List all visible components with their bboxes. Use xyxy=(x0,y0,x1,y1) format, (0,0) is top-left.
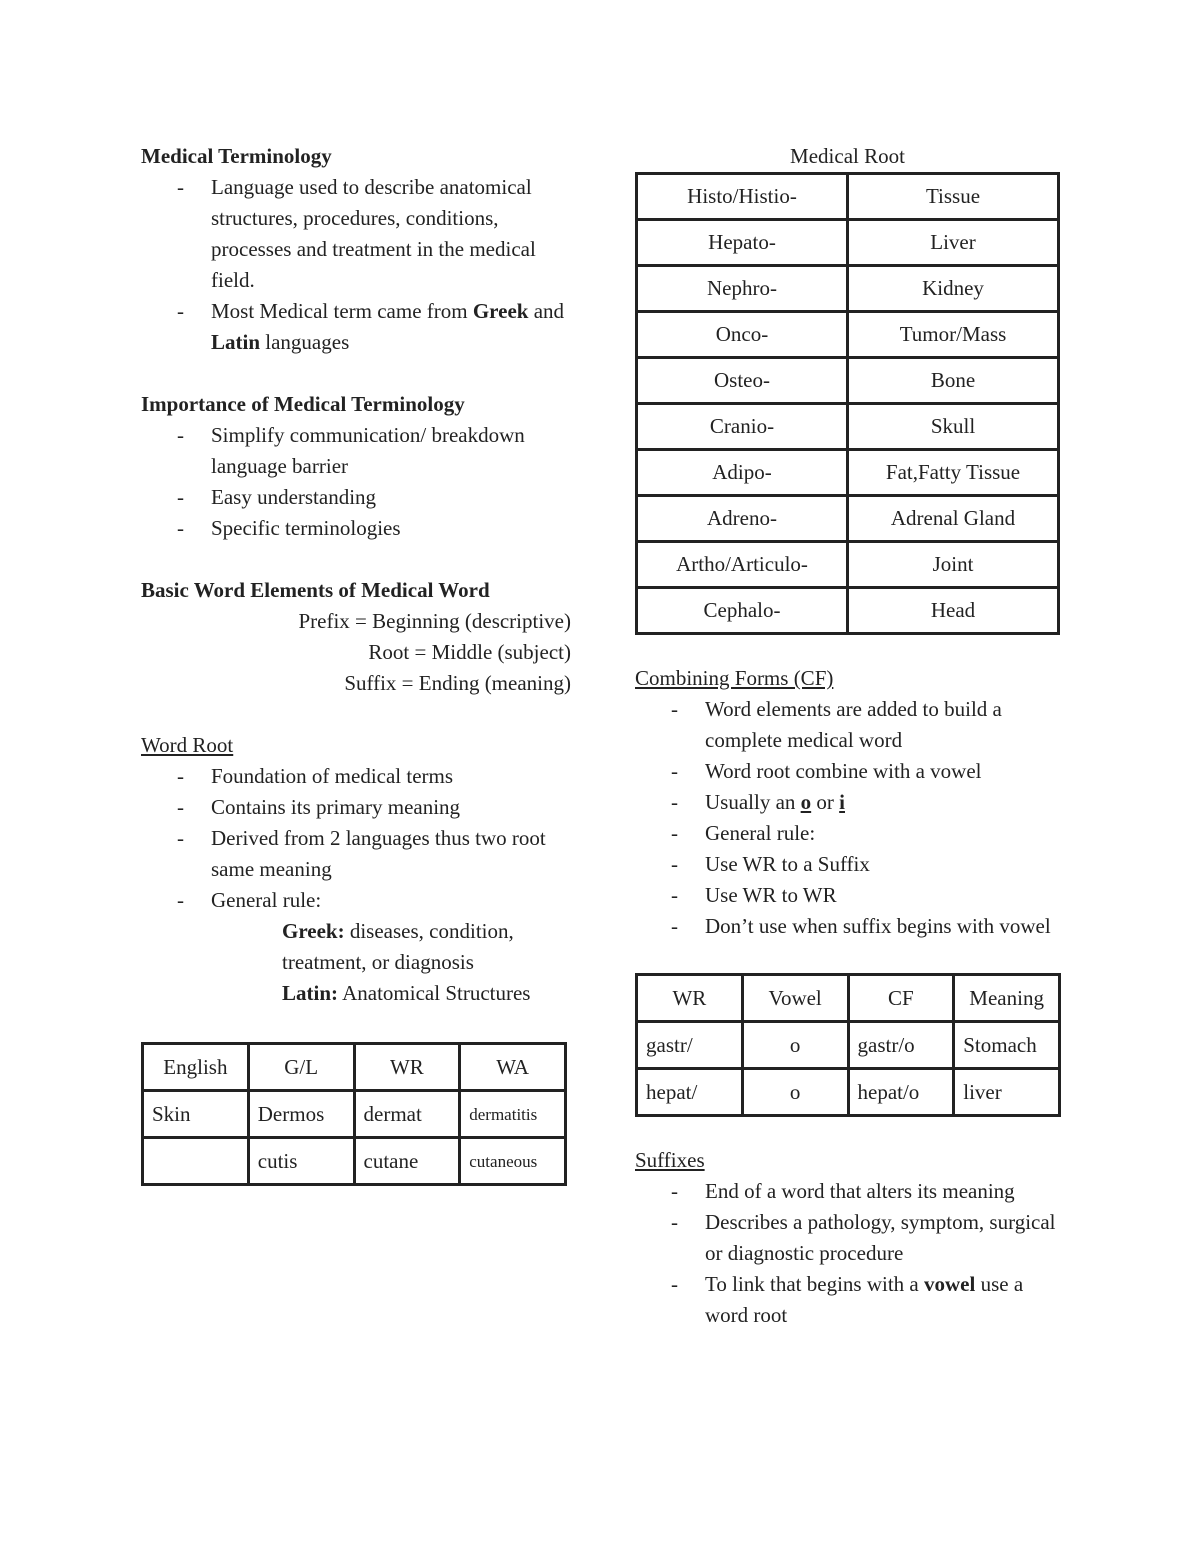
combining-form-table xyxy=(635,973,1061,1117)
medical-terminology-list xyxy=(141,172,571,358)
section-title-importance: Importance of Medical Terminology xyxy=(141,392,465,416)
greek-label: Greek: xyxy=(282,919,345,943)
root-term-cell: Nephro- xyxy=(637,266,848,312)
table-header-cell: G/L xyxy=(248,1044,354,1091)
root-term-cell: Adreno- xyxy=(637,496,848,542)
list-item xyxy=(211,296,571,358)
table-row xyxy=(637,174,1059,220)
table-cell: cutane xyxy=(354,1138,460,1185)
table-cell: Dermos xyxy=(248,1091,354,1138)
root-meaning-cell: Joint xyxy=(848,542,1059,588)
root-meaning-cell: Tissue xyxy=(848,174,1059,220)
importance-list xyxy=(141,420,571,544)
vowel-o: o xyxy=(800,790,812,814)
table-header-cell: Vowel xyxy=(742,975,848,1022)
table-row xyxy=(637,1069,1060,1116)
medical-root-table xyxy=(635,172,1060,635)
root-meaning-cell: Fat,Fatty Tissue xyxy=(848,450,1059,496)
root-term-cell: Hepato- xyxy=(637,220,848,266)
list-item: - Language used to describe anatomical structures, procedures, conditions, processes and treatment in the medical field. xyxy=(211,172,571,296)
root-term-cell: Osteo- xyxy=(637,358,848,404)
root-meaning-cell: Kidney xyxy=(848,266,1059,312)
root-term-cell: Onco- xyxy=(637,312,848,358)
table-cell: gastr/ xyxy=(637,1022,743,1069)
greek-text: diseases, condition, treatment, or diagnosis xyxy=(282,919,514,974)
table-cell: hepat/o xyxy=(848,1069,954,1116)
text: To link that begins with a xyxy=(705,1272,919,1296)
table-row xyxy=(637,358,1059,404)
section-title-basic-word-elements: Basic Word Elements of Medical Word xyxy=(141,578,490,602)
root-meaning-cell: Head xyxy=(848,588,1059,634)
table-row xyxy=(637,496,1059,542)
bold-text: Latin xyxy=(211,330,261,354)
table-header-cell: CF xyxy=(848,975,954,1022)
table-cell: gastr/o xyxy=(848,1022,954,1069)
list-item: - End of a word that alters its meaning xyxy=(705,1176,1065,1207)
bold-text: vowel xyxy=(924,1272,976,1296)
root-term-cell: Artho/Articulo- xyxy=(637,542,848,588)
list-item: - Foundation of medical terms xyxy=(211,761,571,792)
greek-latin-table xyxy=(141,1042,567,1186)
latin-text: Anatomical Structures xyxy=(342,981,531,1005)
root-meaning-cell: Liver xyxy=(848,220,1059,266)
table-cell: liver xyxy=(954,1069,1060,1116)
table-cell: cutaneous xyxy=(460,1138,566,1185)
word-root-list xyxy=(141,761,571,916)
root-term-cell: Cephalo- xyxy=(637,588,848,634)
list-item: - Word root combine with a vowel xyxy=(705,756,1065,787)
list-item xyxy=(705,818,1065,942)
table-cell: dermatitis xyxy=(460,1091,566,1138)
list-item xyxy=(705,787,1065,818)
root-meaning-cell: Skull xyxy=(848,404,1059,450)
root-term-cell: Adipo- xyxy=(637,450,848,496)
table-header-cell: English xyxy=(143,1044,249,1091)
table-cell: cutis xyxy=(248,1138,354,1185)
general-rule-sublist xyxy=(635,849,1065,942)
table-cell: dermat xyxy=(354,1091,460,1138)
list-item xyxy=(705,1269,1065,1331)
vowel-i: i xyxy=(839,790,845,814)
list-item: - Easy understanding xyxy=(211,482,571,513)
table-cell: hepat/ xyxy=(637,1069,743,1116)
table-row xyxy=(637,542,1059,588)
list-item: - Contains its primary meaning xyxy=(211,792,571,823)
list-item: - Don’t use when suffix begins with vowel xyxy=(705,911,1065,942)
medical-root-caption: Medical Root xyxy=(790,144,905,168)
list-item: - Use WR to WR xyxy=(705,880,1065,911)
text: languages xyxy=(265,330,350,354)
text: Most Medical term came from xyxy=(211,299,468,323)
latin-rule xyxy=(141,978,571,1009)
table-header-cell: WR xyxy=(354,1044,460,1091)
list-item: - Simplify communication/ breakdown language barrier xyxy=(211,420,571,482)
table-row xyxy=(637,1022,1060,1069)
greek-rule xyxy=(141,916,571,978)
table-row xyxy=(143,1138,566,1185)
section-title-combining-forms: Combining Forms (CF) xyxy=(635,666,834,690)
word-element-line: Root = Middle (subject) xyxy=(368,640,571,664)
table-cell: o xyxy=(742,1022,848,1069)
list-item: - Specific terminologies xyxy=(211,513,571,544)
table-row xyxy=(143,1091,566,1138)
bold-text: Greek xyxy=(472,299,529,323)
combining-forms-list xyxy=(635,694,1065,942)
table-header-row xyxy=(143,1044,566,1091)
latin-label: Latin: xyxy=(282,981,339,1005)
text: or xyxy=(816,790,834,814)
table-row xyxy=(637,450,1059,496)
table-cell: Skin xyxy=(143,1091,249,1138)
list-item: - Derived from 2 languages thus two root same meaning xyxy=(211,823,571,885)
table-row xyxy=(637,404,1059,450)
list-item: - Word elements are added to build a complete medical word xyxy=(705,694,1065,756)
table-cell xyxy=(143,1138,249,1185)
word-element-line: Prefix = Beginning (descriptive) xyxy=(298,609,571,633)
table-header-cell: Meaning xyxy=(954,975,1060,1022)
suffixes-list xyxy=(635,1176,1065,1331)
root-term-cell: Cranio- xyxy=(637,404,848,450)
table-header-cell: WR xyxy=(637,975,743,1022)
list-item: - Use WR to a Suffix xyxy=(705,849,1065,880)
table-cell: o xyxy=(742,1069,848,1116)
list-item: - General rule: xyxy=(211,885,571,916)
table-row xyxy=(637,312,1059,358)
list-item: - Describes a pathology, symptom, surgical or diagnostic procedure xyxy=(705,1207,1065,1269)
root-meaning-cell: Tumor/Mass xyxy=(848,312,1059,358)
table-header-row xyxy=(637,975,1060,1022)
table-row xyxy=(637,588,1059,634)
table-cell: Stomach xyxy=(954,1022,1060,1069)
text: use a word root xyxy=(705,1272,1024,1327)
root-meaning-cell: Adrenal Gland xyxy=(848,496,1059,542)
table-row xyxy=(637,266,1059,312)
section-title-medical-terminology: Medical Terminology xyxy=(141,144,332,168)
right-column xyxy=(635,141,1065,1331)
word-element-line: Suffix = Ending (meaning) xyxy=(344,671,571,695)
text: and xyxy=(533,299,565,323)
root-term-cell: Histo/Histio- xyxy=(637,174,848,220)
left-column xyxy=(141,141,571,1186)
table-header-cell: WA xyxy=(460,1044,566,1091)
text: General rule: xyxy=(705,821,816,845)
section-title-suffixes: Suffixes xyxy=(635,1148,705,1172)
section-title-word-root: Word Root xyxy=(141,733,234,757)
text: Usually an xyxy=(705,790,796,814)
table-row xyxy=(637,220,1059,266)
root-meaning-cell: Bone xyxy=(848,358,1059,404)
